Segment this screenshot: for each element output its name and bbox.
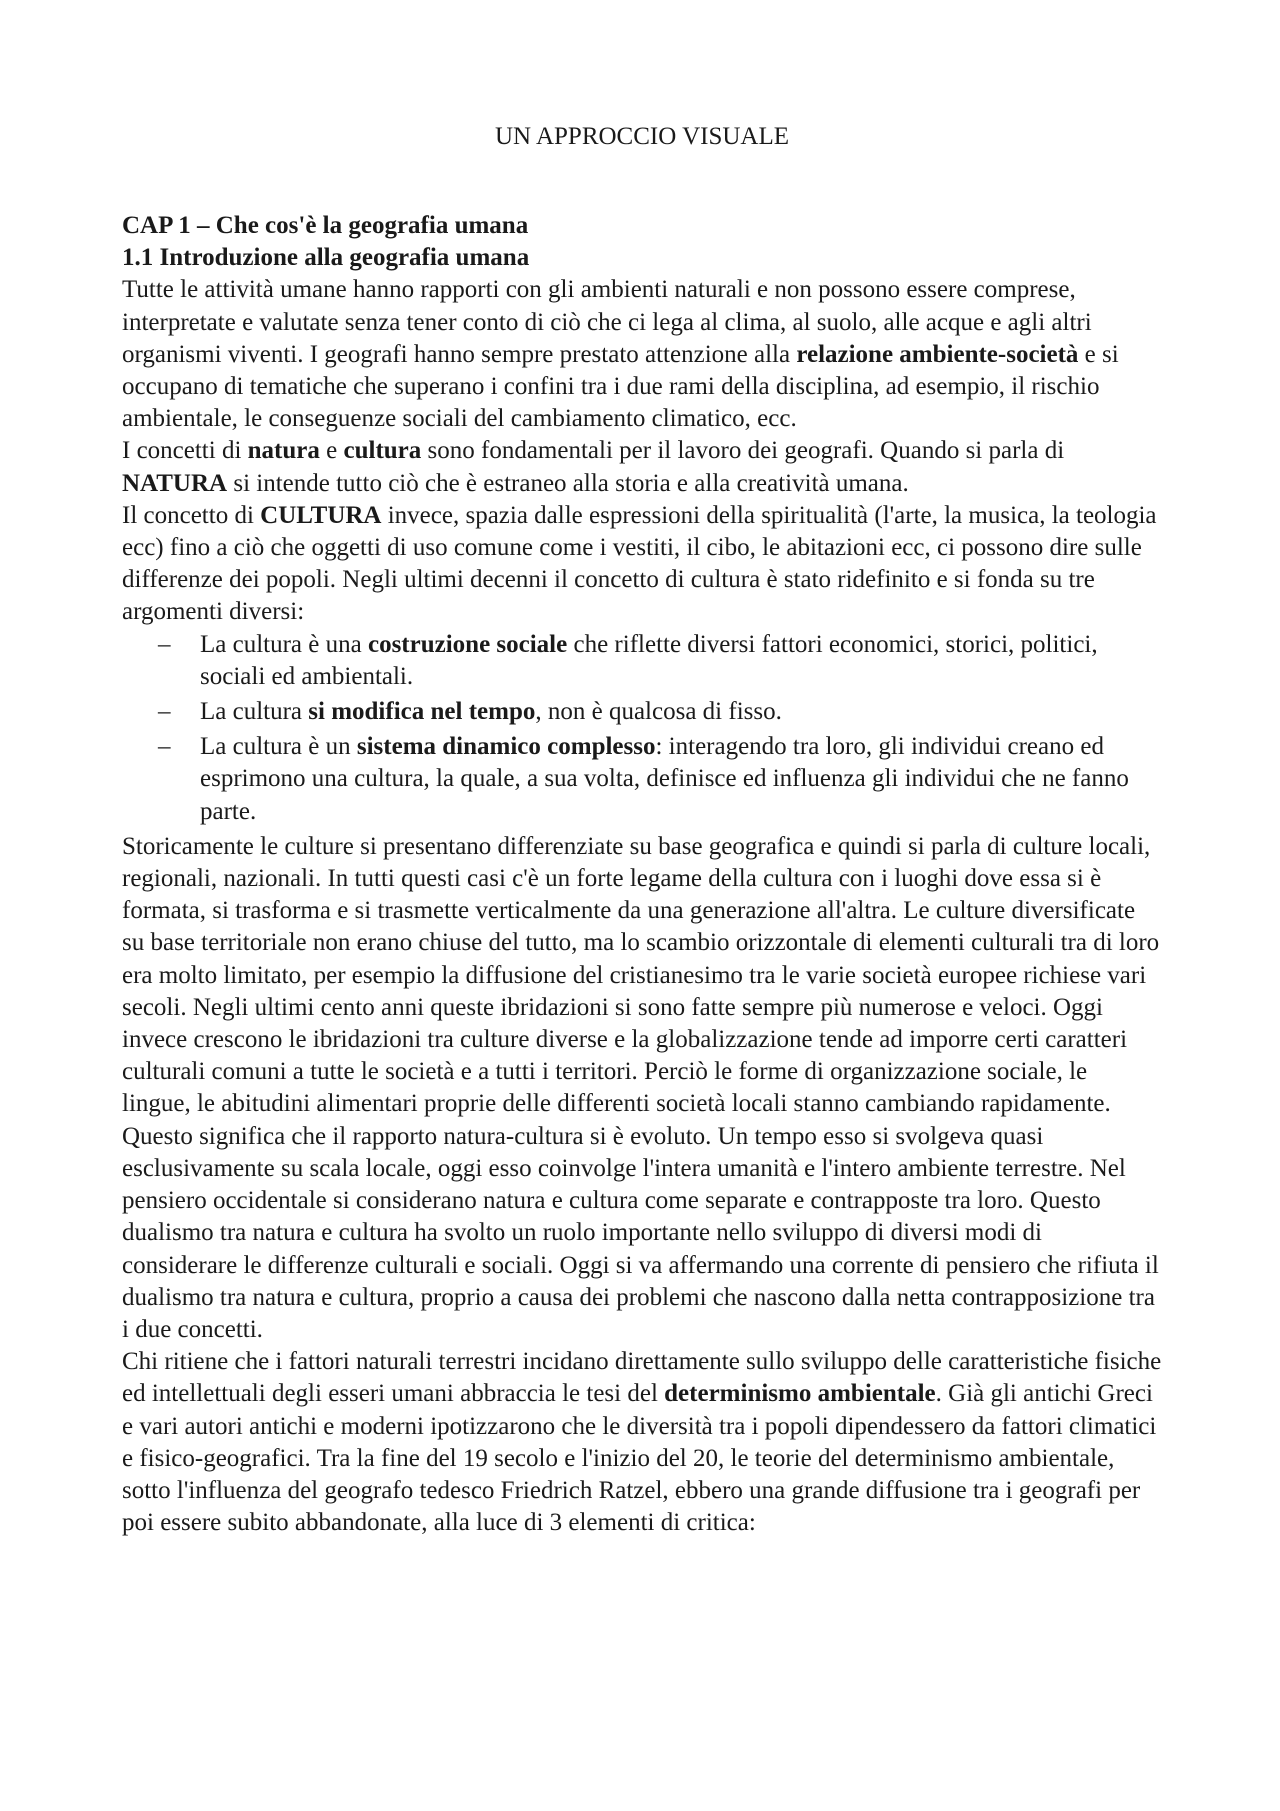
list-item	[200, 629, 1162, 693]
text-run: Chi ritiene che i fattori naturali terrestri incidano direttamente sullo sviluppo delle caratteristiche fisiche ed intellettuali degli esseri umani abbraccia le tesi del	[122, 1348, 1162, 1408]
text-run: Il concetto di	[122, 501, 261, 529]
bold-term: si modifica nel tempo	[308, 698, 536, 726]
text-run: e si occupano di tematiche che superano i confini tra i due rami della disciplina, ad esempio, il rischio ambientale, le conseguenze sociali del cambiamento climatico, ecc.	[122, 340, 1119, 433]
text-run: sono fondamentali per il lavoro dei geografi. Quando si parla di	[421, 437, 1065, 465]
bold-term: sistema dinamico complesso	[356, 733, 656, 761]
paragraph-natura	[122, 435, 1162, 499]
text-run: che riflette diversi fattori economici, storici, politici, sociali ed ambientali.	[200, 630, 1098, 690]
bold-term: determinismo ambientale	[664, 1380, 936, 1408]
document-body	[122, 210, 1162, 1539]
text-run: La cultura è una	[200, 630, 368, 658]
text-run: : interagendo tra loro, gli individui creano ed esprimono una cultura, la quale, a sua volta, definisce ed influenza gli individui che ne fanno parte.	[200, 733, 1129, 825]
list-item	[200, 731, 1162, 828]
text-run: La cultura	[200, 698, 309, 726]
document-title: UN APPROCCIO VISUALE	[494, 123, 790, 150]
culture-list	[122, 629, 1162, 828]
bold-term: CULTURA	[260, 501, 382, 529]
paragraph-storicamente: Storicamente le culture si presentano differenziate su base geografica e quindi si parla di culture locali, regionali, nazionali. In tutti questi casi c'è un forte legame della cultura con i luoghi dove essa si è formata, si trasforma e si trasmette verticalmente da una generazione all'altra. Le culture diversificate su base territoriale non erano chiuse del tutto, ma lo scambio orizzontale di elementi culturali tra di loro era molto limitato, per esempio la diffusione del cristianesimo tra le varie società europee richiese vari secoli. Negli ultimi cento anni queste ibridazioni si sono fatte sempre più numerose e veloci. Oggi invece crescono le ibridazioni tra culture diverse e la globalizzazione tende ad imporre certi caratteri culturali comuni a tutte le società e a tutti i territori. Perciò le forme di organizzazione sociale, le lingue, le abitudini alimentari proprie delle differenti società locali stanno cambiando rapidamente. Questo significa che il rapporto natura-cultura si è evoluto. Un tempo esso si svolgeva quasi esclusivamente su scala locale, oggi esso coinvolge l'intera umanità e l'intero ambiente terrestre. Nel pensiero occidentale si considerano natura e cultura come separate e contrapposte tra loro. Questo dualismo tra natura e cultura ha svolto un ruolo importante nello sviluppo di diversi modi di considerare le differenze culturali e sociali. Oggi si va affermando una corrente di pensiero che rifiuta il dualismo tra natura e cultura, proprio a causa dei problemi che nascono dalla netta contrapposizione tra i due concetti.	[122, 832, 1160, 1343]
paragraph-determinismo	[122, 1346, 1162, 1539]
list-item	[200, 696, 1162, 728]
bold-term: relazione ambiente-società	[796, 340, 1079, 368]
text-run: e	[319, 437, 344, 465]
bold-term: NATURA	[122, 469, 228, 497]
text-run: , non è qualcosa di fisso.	[535, 698, 782, 726]
bold-term: natura	[247, 437, 320, 465]
text-run: si intende tutto ciò che è estraneo alla storia e alla creatività umana.	[227, 469, 909, 497]
text-run: . Già gli antichi Greci e vari autori antichi e moderni ipotizzarono che le diversità tra i popoli dipendessero da fattori climatici e fisico-geografici. Tra la fine del 19 secolo e l'inizio del 20, le teorie del determinismo ambientale, sotto l'influenza del geografo tedesco Friedrich Ratzel, ebbero una grande diffusione tra i geografi per poi essere subito abbandonate, alla luce di 3 elementi di critica:	[122, 1380, 1157, 1537]
text-run: La cultura è un	[200, 733, 357, 761]
text-run: invece, spazia dalle espressioni della spiritualità (l'arte, la musica, la teologia ecc) fino a ciò che oggetti di uso comune come i vestiti, il cibo, le abitazioni ecc, ci possono dire sulle differenze dei popoli. Negli ultimi decenni il concetto di cultura è stato ridefinito e si fonda su tre argomenti diversi:	[122, 501, 1157, 626]
paragraph-intro	[122, 274, 1162, 435]
chapter-heading: CAP 1 – Che cos'è la geografia umana	[122, 212, 529, 239]
text-run: Tutte le attività umane hanno rapporti con gli ambienti naturali e non possono essere comprese, interpretate e valutate senza tener conto di ciò che ci lega al clima, al suolo, alle acque e agli altri organismi viventi. I geografi hanno sempre prestato attenzione alla	[122, 276, 1092, 368]
paragraph-cultura	[122, 500, 1162, 629]
text-run: I concetti di	[122, 437, 248, 465]
section-heading: 1.1 Introduzione alla geografia umana	[122, 244, 530, 272]
bold-term: costruzione sociale	[367, 630, 568, 658]
bold-term: cultura	[343, 437, 422, 465]
